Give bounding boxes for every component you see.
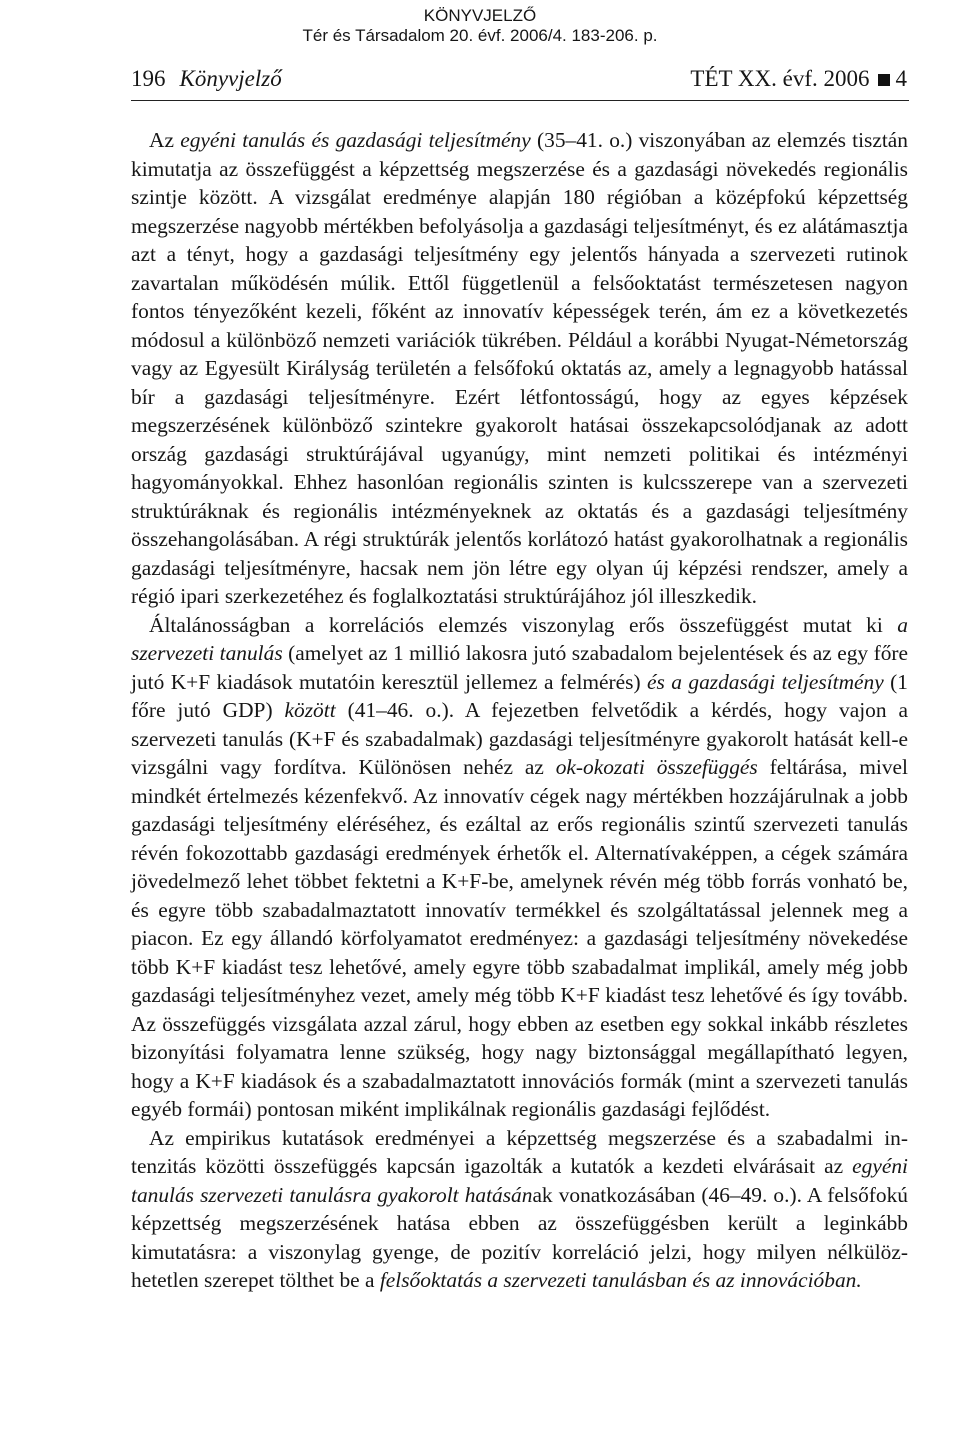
text-run: Az [149, 128, 181, 152]
issue-number: 4 [895, 66, 907, 91]
article-body [131, 126, 908, 1295]
issue-info: TÉT XX. évf. 2006 [690, 66, 870, 91]
italic-text: a szervezeti tanulás [131, 612, 908, 665]
header-right [690, 66, 907, 92]
text-run: Az empirikus kutatások eredményei a képzettség megszerzése és a szabadalmi intenzitás közötti összefüggés kapcsán igazolták a kutatók a kezdeti elvárásait az [131, 1125, 908, 1178]
paragraph [131, 1124, 908, 1295]
text-run: (amelyet az 1 millió lakosra jutó szabadalom bejelentések és az egy főre jutó K+F kiadások mutatóin keresztül jellemez a felmérés) [131, 641, 909, 694]
journal-citation: Tér és Társadalom 20. évf. 2006/4. 183-206. p. [302, 26, 658, 45]
text-run: (1 főre jutó GDP) [131, 669, 908, 722]
italic-text: egyéni tanulás és gazdasági teljesítmény [180, 128, 531, 152]
italic-text: között [284, 698, 336, 722]
italic-text: és a gazdasági teljesítmény [647, 669, 884, 694]
text-run: feltárása, mivel mindkét értelmezés kézenfekvő. Az innovatív cégek nagy mértékben hozzájárulnak a jobb gazdasági teljesítmény eléréséhez, és ezáltal az erős regionális szintű szervezeti tanulás révén fokozottabb gazdasági eredmények érhetők el. Alternatívaképpen, a cégek számára jövedelmező lehet többet fektetni a K+F-be, amelynek révén még több forrás vonható be, és egyre több szabadalmaztatott innovatív termékkel és szolgáltatással jelennek meg a piacon. Ez egy állandó körfolyamatot eredményez: a gazdasági teljesítmény növekedése több K+F kiadást tesz lehetővé, amely egyre több szabadalmat implikál, amely még jobb gazdasági teljesítményhez vezet, amely még több K+F kiadást tesz lehetővé és így tovább. Az összefüggés vizsgálata azzal zárul, hogy ebben az esetben egy sokkal inkább részletes bizonyítási folyamatra lenne szükség, hogy nagy biztonsággal megállapítható legyen, hogy a K+F kiadások és a szabadalmaztatott innovációs formák (mint a szervezeti tanulás egyéb formái) pontosan miként implikálnak regionális gazdasági fejlődést. [131, 755, 908, 1121]
page-number: 196 [131, 66, 166, 91]
paragraph [131, 126, 908, 611]
italic-text: egyéni tanulás szervezeti tanulásra gyakorolt hatásán [131, 1154, 908, 1207]
text-run: (35–41. o.) viszonyában az elemzés tisztán kimutatja az összefüggést a képzettség megszerzése és a gazdasági növekedés regionális szintje között. A vizsgálat eredménye alapján 180 régióban a középfokú képzettség megszerzése nagyobb mértékben befolyásolja a gazdasági teljesítményt, és ez alátámasztja azt a tényt, hogy a gazdasági teljesítmény egy jelentős hányada a szervezeti rutinok zavartalan működésén múlik. Ettől függetlenül a felsőoktatást természetesen nagyon fontos tényezőként kezeli, főként az innovatív képességek terén, ám ez a következetés módosul a különböző nemzeti variációk tükrében. Például a korábbi Nyugat-Németország vagy az Egyesült Királyság területén a felsőfokú oktatás az, amely a legnagyobb hatással bír a gazdasági teljesítményre. Ezért létfontosságú, hogy az egyes képzések megszerzésének különböző szintekre gyakorolt hatásai összekapcsolódjanak az adott ország gazdasági struktúrájával ugyanúgy, mint nemzeti politikai és intézményi hagyományokkal. Ehhez hasonlóan regionális szinten is kulcsszerepe van a szervezeti struktúráknak és regionális intézményeknek az oktatás és a gazdasági teljesítmény összehangolásában. A régi struktúrák jelentős korlátozó hatást gyakorolhatnak a regionális gazdasági teljesítményre, hacsak nem jön létre egy olyan új képzési rendszer, amely a régió ipari szerkezetéhez és foglalkoztatási struktúrájához jól illeszkedik. [131, 128, 908, 608]
running-header [131, 66, 909, 101]
header-left [131, 66, 282, 92]
text-run: Általánosságban a korrelációs elemzés viszonylag erős összefüggést mutat ki [149, 612, 898, 637]
journal-name: Könyvjelző [179, 66, 282, 91]
paragraph [131, 611, 908, 1124]
italic-text: felsőoktatás a szervezeti tanulásban és az innovációban. [379, 1268, 862, 1292]
square-bullet-icon [878, 74, 890, 86]
italic-text: ok-okozati összefüggés [555, 755, 758, 779]
text-run: (41–46. o.). A fejezetben felvetődik a kérdés, hogy vajon a szervezeti tanulás (K+F és szabadalmak) gazdasági teljesítményre gyakorolt hatását kell-e vizsgálni vagy fordítva. Különösen nehéz az [131, 698, 908, 779]
text-run: ak vonatkozásában (46–49. o.). A felsőfokú képzettség megszerzésének hatása ebben az összefüggésben került a leginkább kimutatásra: a viszonylag gyenge, de pozitív korreláció jelzi, hogy milyen nélkülözhetetlen szerepet tölthet be a [131, 1182, 908, 1292]
section-title: KÖNYVJELZŐ [423, 6, 537, 25]
